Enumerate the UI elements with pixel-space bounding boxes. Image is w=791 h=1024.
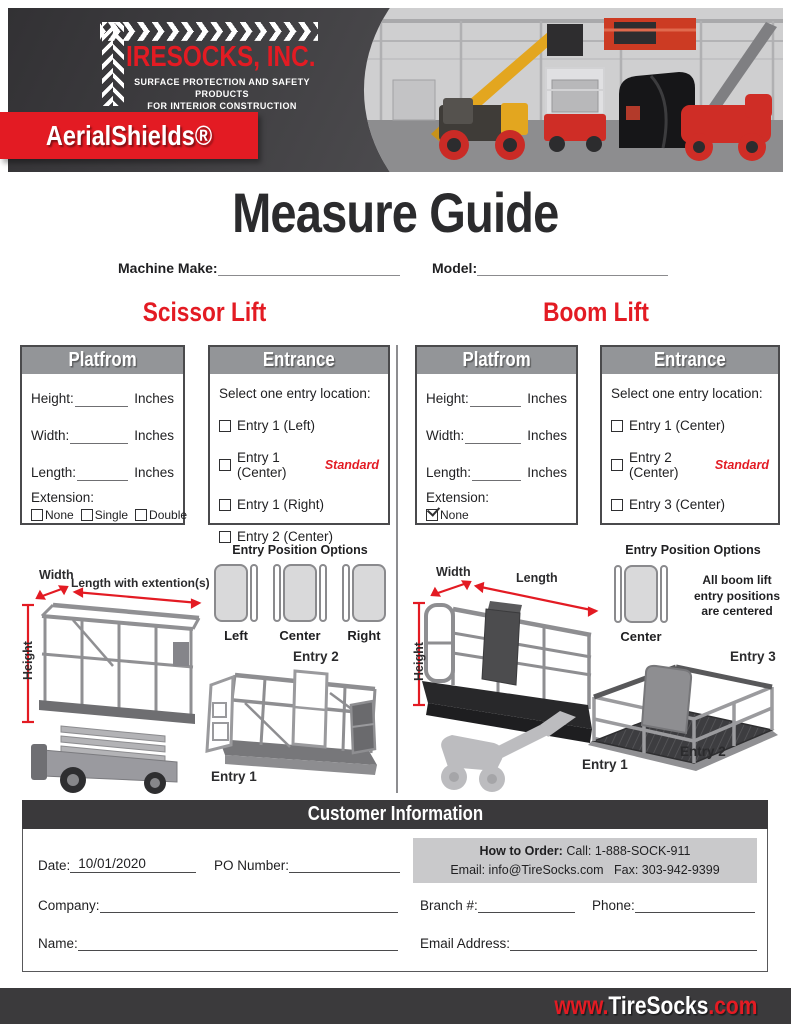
footer-bar	[0, 988, 791, 1024]
logo-wordmark-text: IRESOCKS, INC.	[126, 41, 316, 73]
entry-gap-icon	[660, 565, 668, 623]
website-prefix: www.	[554, 991, 609, 1020]
machine-make-field	[118, 260, 400, 276]
checkbox-label: None	[440, 507, 469, 522]
checkbox[interactable]	[135, 509, 147, 521]
height-label: Height:	[31, 391, 74, 406]
name-label: Name:	[38, 936, 78, 951]
checkbox-label: Entry 1 (Center)	[629, 418, 726, 433]
scissor-height-field	[31, 392, 174, 407]
order-email-line	[450, 861, 719, 879]
boom-length-input-line[interactable]	[472, 468, 521, 481]
entry-option-2-center[interactable]	[611, 450, 769, 480]
inches-unit: Inches	[134, 427, 174, 443]
boom-height-input-line[interactable]	[470, 394, 521, 407]
inches-unit: Inches	[527, 464, 567, 480]
entry-prompt: Select one entry location:	[611, 386, 763, 401]
platform-box-header: Platfrom	[22, 347, 183, 374]
platform-box-header: Platfrom	[417, 347, 576, 374]
tagline-line1: SURFACE PROTECTION AND SAFETY PRODUCTS	[134, 77, 310, 100]
entry-position-options-title: Entry Position Options	[625, 543, 761, 557]
date-field	[38, 858, 196, 873]
scissor-lift-photo-illustration	[544, 68, 606, 152]
position-label-right: Right	[347, 628, 381, 643]
checkbox[interactable]	[611, 499, 623, 511]
order-call-line	[480, 842, 691, 860]
scissor-width-input-line[interactable]	[70, 431, 128, 444]
platform-slab-icon	[283, 564, 317, 622]
phone-label: Phone:	[592, 898, 635, 913]
entry-2-label: Entry 2	[680, 744, 726, 759]
scissor-length-field	[31, 466, 174, 481]
boom-lift-heading: Boom Lift	[543, 297, 649, 327]
branch-input-line[interactable]	[478, 899, 575, 913]
entry-option-3-center[interactable]	[611, 497, 769, 512]
tire-track-icon	[100, 22, 318, 41]
order-email: Email: info@TireSocks.com	[450, 862, 604, 877]
logo-tagline	[108, 76, 336, 112]
entry-3-label: Entry 3	[730, 649, 776, 664]
scissor-width-field	[31, 429, 174, 444]
machine-make-input-line[interactable]	[218, 261, 400, 276]
checkbox[interactable]	[219, 420, 231, 432]
customer-information-header	[22, 800, 768, 829]
boom-centered-note: All boom lift entry positions are centered	[693, 573, 780, 619]
position-label-center: Center	[620, 629, 662, 644]
warehouse-scene-illustration	[351, 8, 783, 172]
length-label: Length:	[31, 464, 77, 480]
date-value: 10/01/2020	[78, 856, 146, 871]
entry-position-center	[614, 565, 668, 644]
checkbox[interactable]	[219, 531, 231, 543]
boom-width-input-line[interactable]	[465, 431, 521, 444]
scissor-lift-heading: Scissor Lift	[143, 297, 267, 327]
how-to-order-label: How to Order:	[479, 844, 563, 859]
extension-option-single[interactable]	[81, 508, 128, 522]
po-number-field	[214, 858, 400, 873]
platform-slab-icon	[352, 564, 386, 622]
standard-note: Standard	[714, 458, 769, 472]
scissor-entry-position-options	[208, 543, 392, 643]
logo-wordmark	[126, 41, 352, 74]
checkbox[interactable]	[31, 509, 43, 521]
entry-prompt: Select one entry location:	[219, 386, 371, 401]
length-label: Length:	[426, 464, 472, 480]
phone-input-line[interactable]	[635, 899, 755, 913]
po-number-input-line[interactable]	[289, 859, 400, 873]
boom-entry-diagram	[580, 645, 788, 790]
entry-2-label: Entry 2	[293, 649, 339, 664]
scissor-entrance-box	[208, 345, 390, 544]
extension-option-double[interactable]	[135, 508, 187, 522]
company-field	[38, 898, 398, 913]
position-label-left: Left	[224, 628, 248, 643]
website-suffix: .com	[708, 991, 758, 1020]
checkbox[interactable]	[426, 509, 438, 521]
checkbox-label: Entry 2 (Center)	[237, 529, 334, 544]
checkbox[interactable]	[219, 459, 231, 471]
email-address-field	[420, 936, 757, 951]
width-label: Width:	[426, 427, 465, 443]
date-label: Date:	[38, 858, 71, 873]
height-dimension-label: Height	[21, 641, 35, 680]
boom-length-field	[426, 466, 567, 481]
boom-platform-box	[415, 345, 578, 525]
boom-platform-diagram	[408, 553, 604, 793]
width-label: Width:	[31, 427, 70, 443]
checkbox-label: Double	[149, 507, 188, 522]
scissor-platform-box	[20, 345, 188, 525]
checkbox[interactable]	[81, 509, 93, 521]
extension-label: Extension:	[31, 489, 95, 505]
entry-1-label: Entry 1	[582, 757, 628, 772]
height-label: Height:	[426, 391, 469, 406]
checkbox-label: Entry 1 (Right)	[237, 497, 325, 512]
email-input-line[interactable]	[510, 937, 757, 951]
warehouse-lifts-photo	[351, 8, 783, 172]
entry-option-1-center[interactable]	[219, 450, 379, 480]
boom-entrance-box	[600, 345, 780, 525]
page-title: Measure Guide	[232, 181, 559, 244]
checkbox-label: Entry 3 (Center)	[629, 497, 726, 512]
order-fax: Fax: 303-942-9399	[614, 862, 720, 877]
checkbox-label: Entry 2 (Center)	[629, 450, 679, 480]
height-dimension-label: Height	[412, 642, 426, 681]
checkbox-label: Entry 1 (Center)	[237, 450, 287, 480]
inches-unit: Inches	[527, 391, 567, 406]
scissor-length-input-line[interactable]	[77, 468, 128, 481]
aerialshields-label: AerialShields®	[45, 119, 213, 151]
how-to-order-box	[413, 838, 757, 883]
branch-label: Branch #:	[420, 898, 478, 913]
customer-information-title: Customer Information	[307, 803, 483, 825]
entry-gap-icon	[614, 565, 622, 623]
website-name: TireSocks	[608, 991, 709, 1020]
entry-option-1-right[interactable]	[219, 497, 379, 512]
machine-make-label: Machine Make:	[118, 260, 218, 276]
checkbox-label: None	[45, 507, 74, 522]
phone-field	[592, 898, 755, 913]
entry-gap-icon	[273, 564, 281, 622]
tiresocks-logo	[38, 14, 328, 110]
name-input-line[interactable]	[78, 937, 398, 951]
extension-label: Extension:	[426, 489, 490, 505]
width-dimension-label: Width	[39, 568, 74, 582]
length-dimension-label: Length with extention(s)	[71, 576, 210, 590]
email-address-label: Email Address:	[420, 936, 511, 951]
entrance-box-header: Entrance	[210, 347, 388, 374]
website-url	[555, 992, 758, 1021]
extension-option-none[interactable]	[426, 508, 469, 522]
entry-option-1-left[interactable]	[219, 418, 379, 433]
model-input-line[interactable]	[477, 261, 668, 276]
checkbox[interactable]	[219, 499, 231, 511]
checkbox-label: Entry 1 (Left)	[237, 418, 316, 433]
standard-note: Standard	[324, 458, 379, 472]
company-input-line[interactable]	[100, 899, 398, 913]
po-number-label: PO Number:	[214, 858, 290, 873]
platform-slab-icon	[214, 564, 248, 622]
entry-position-options-title: Entry Position Options	[232, 543, 368, 557]
entry-gap-icon	[250, 564, 258, 622]
entrance-box-header: Entrance	[602, 347, 778, 374]
header-banner	[8, 8, 783, 172]
entry-1-label: Entry 1	[211, 769, 257, 784]
length-dimension-label: Length	[516, 571, 558, 585]
width-dimension-label: Width	[436, 565, 471, 579]
column-divider	[396, 345, 398, 793]
aerialshields-banner	[0, 112, 258, 159]
scissor-height-input-line[interactable]	[75, 394, 128, 407]
boom-entry-position-options	[598, 543, 788, 644]
position-label-center: Center	[279, 628, 321, 643]
company-label: Company:	[38, 898, 100, 913]
inches-unit: Inches	[527, 427, 567, 443]
boom-platform-illustration	[408, 553, 604, 793]
name-field	[38, 936, 398, 951]
boom-width-field	[426, 429, 567, 444]
model-label: Model:	[432, 260, 478, 276]
tagline-line2: FOR INTERIOR CONSTRUCTION	[147, 101, 297, 112]
entry-position-center	[273, 564, 327, 643]
extension-option-none[interactable]	[31, 508, 74, 522]
checkbox[interactable]	[611, 459, 623, 471]
scissor-lift-diagram	[15, 550, 210, 795]
entry-gap-icon	[342, 564, 350, 622]
checkbox-label: Single	[94, 507, 129, 522]
boom-height-field	[426, 392, 567, 407]
date-input-line[interactable]	[70, 856, 196, 873]
platform-slab-icon	[624, 565, 658, 623]
inches-unit: Inches	[134, 464, 174, 480]
entry-position-right	[342, 564, 386, 643]
checkbox[interactable]	[611, 420, 623, 432]
order-phone: Call: 1-888-SOCK-911	[566, 844, 691, 859]
entry-gap-icon	[319, 564, 327, 622]
inches-unit: Inches	[134, 391, 174, 406]
entry-option-2-center[interactable]	[219, 529, 379, 544]
entry-option-1-center[interactable]	[611, 418, 769, 433]
elevated-basket-illustration	[604, 18, 696, 50]
scissor-entry-diagram	[205, 645, 390, 790]
entry-position-left	[214, 564, 258, 643]
branch-field	[420, 898, 575, 913]
model-field	[432, 260, 668, 276]
